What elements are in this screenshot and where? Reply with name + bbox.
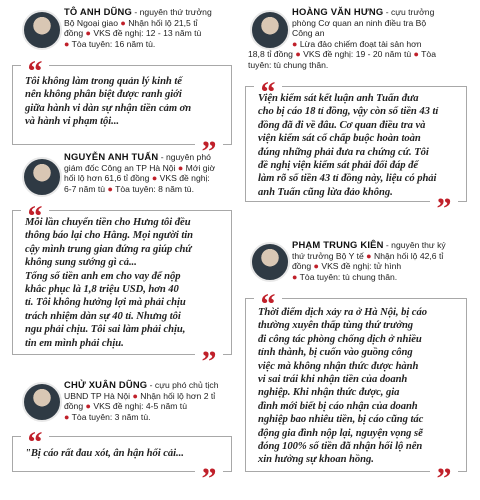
info-line: đồng ● VKS đề nghị: tử hình [292, 261, 402, 272]
info-line: - cựu trưởng [383, 7, 435, 17]
person-name: CHỬ XUÂN DŨNG [64, 379, 148, 390]
person-name: NGUYỄN ANH TUẤN [64, 151, 159, 162]
quote-box [12, 210, 232, 355]
person-name: PHẠM TRUNG KIÊN [292, 239, 384, 250]
info-line: - nguyên thứ trưởng [132, 7, 212, 17]
quote-text: "Bị cáo rất đau xót, ân hận hối cải... [25, 448, 184, 459]
avatar [22, 157, 62, 197]
person-info [248, 7, 474, 71]
info-line: 18,8 tỉ đồng ● VKS đề nghị: 19 - 20 năm tù ● Tòa [248, 49, 436, 60]
quote-text: Viện kiểm sát kết luận anh Tuấn đưa cho bị cáo 18 tỉ đồng, vậy còn số tiền 43 tỉ đồng đã đi về đâu. Cơ quan điều tra và viện kiểm sát cố chấp buộc hoàn toàn đúng những phải đưa ra chứng cứ. Tôi đề nghị viện kiểm sát phải đối đáp để làm rõ số tiền 43 tỉ đồng này, liệu có phải anh Tuấn cũng lừa đảo không. [258, 93, 439, 198]
person-name: TÔ ANH DŨNG [64, 6, 132, 17]
info-line: UBND TP Hà Nội ● Nhận hối lộ hơn 2 tỉ [64, 390, 216, 401]
info-line: phòng Cơ quan an ninh điều tra Bộ [292, 17, 427, 28]
info-line: hối lộ hơn 61,6 tỉ đồng ● VKS đề nghị: [64, 173, 210, 184]
info-line: ● Lừa đảo chiếm đoạt tài sản hơn [292, 38, 422, 49]
person-info [292, 240, 474, 282]
info-line: - nguyên phó [158, 152, 211, 162]
open-quote-icon [254, 290, 282, 306]
person-info [64, 380, 236, 422]
info-line: thứ trưởng Bộ Y tế ● Nhận hối lộ 42,6 tỉ [292, 250, 444, 261]
quote-box [245, 298, 467, 472]
avatar [22, 382, 62, 422]
info-line: - nguyên thư ký [383, 240, 446, 250]
open-quote-icon [21, 57, 49, 73]
close-quote-icon [430, 464, 458, 480]
info-line: ● Tòa tuyên: 3 năm tù. [64, 411, 151, 422]
quote-box [12, 65, 232, 145]
info-line: ● Tòa tuyên: 16 năm tù. [64, 38, 156, 49]
person-name: HOÀNG VĂN HƯNG [292, 6, 384, 17]
open-quote-icon [21, 428, 49, 444]
info-line: tuyên: tù chung thân. [248, 59, 329, 70]
info-line: 6-7 năm tù ● Tòa tuyên: 8 năm tù. [64, 183, 194, 194]
person-info [64, 152, 236, 194]
info-line: Bộ Ngoại giao ● Nhận hối lộ 21,5 tỉ [64, 17, 198, 28]
quote-text: Tôi không làm trong quản lý kinh tế nên không phân biệt được ranh giới giữa hành vi dàn sự nhận tiền cảm ơn và hành vi phạm tội... [25, 76, 192, 128]
avatar [22, 10, 62, 50]
person-info [64, 7, 236, 49]
info-line: giám đốc Công an TP Hà Nội ● Mới giờ [64, 162, 216, 173]
close-quote-icon [195, 137, 223, 153]
info-line: Công an [292, 28, 325, 39]
info-line: - cựu phó chủ tịch [147, 380, 219, 390]
quote-box [12, 436, 232, 472]
quote-text: Mỗi lần chuyển tiền cho Hưng tôi đều thông báo lại cho Hằng. Mọi người tin cậy mình trung gian đứng ra giúp chứ không sung sướng gì cả... Tổng số tiền anh em cho vay để nộp khắc phục là 1,8 triệu USD, hơn 40 tỉ. Tôi không hưởng lợi mà phải chịu trách nhiệm dàn sự 40 tỉ. Nhưng tôi ngu phải chịu. Tôi sai làm phải chịu, tin em mình phải chịu. [25, 217, 193, 349]
quote-box [245, 86, 467, 202]
close-quote-icon [195, 464, 223, 480]
avatar [250, 242, 290, 282]
close-quote-icon [195, 347, 223, 363]
quote-text: Thời điểm dịch xảy ra ở Hà Nội, bị cáo thường xuyên thấp tùng thứ trưởng đi công tác phòng chống dịch ở nhiều tỉnh thành, bị cuốn vào guồng công việc mà không nhận thức được hành vi sai trái khi nhận tiền của doanh nghiệp. Khi nhận thức được, gia đình mới biết bị cáo nhận của doanh nghiệp bao nhiêu tiền, bị cáo cũng tác động gia đình nộp lại, nguyện vọng sẽ đóng 100% số tiền đã nhận hối lộ nên xin hưởng sự khoan hồng. [258, 307, 427, 466]
info-line: đồng ● VKS đề nghị: 12 - 13 năm tù [64, 28, 202, 39]
info-line: ● Tòa tuyên: tù chung thân. [292, 271, 398, 282]
info-line: đồng ● VKS đề nghị: 4-5 năm tù [64, 401, 187, 412]
close-quote-icon [430, 194, 458, 210]
